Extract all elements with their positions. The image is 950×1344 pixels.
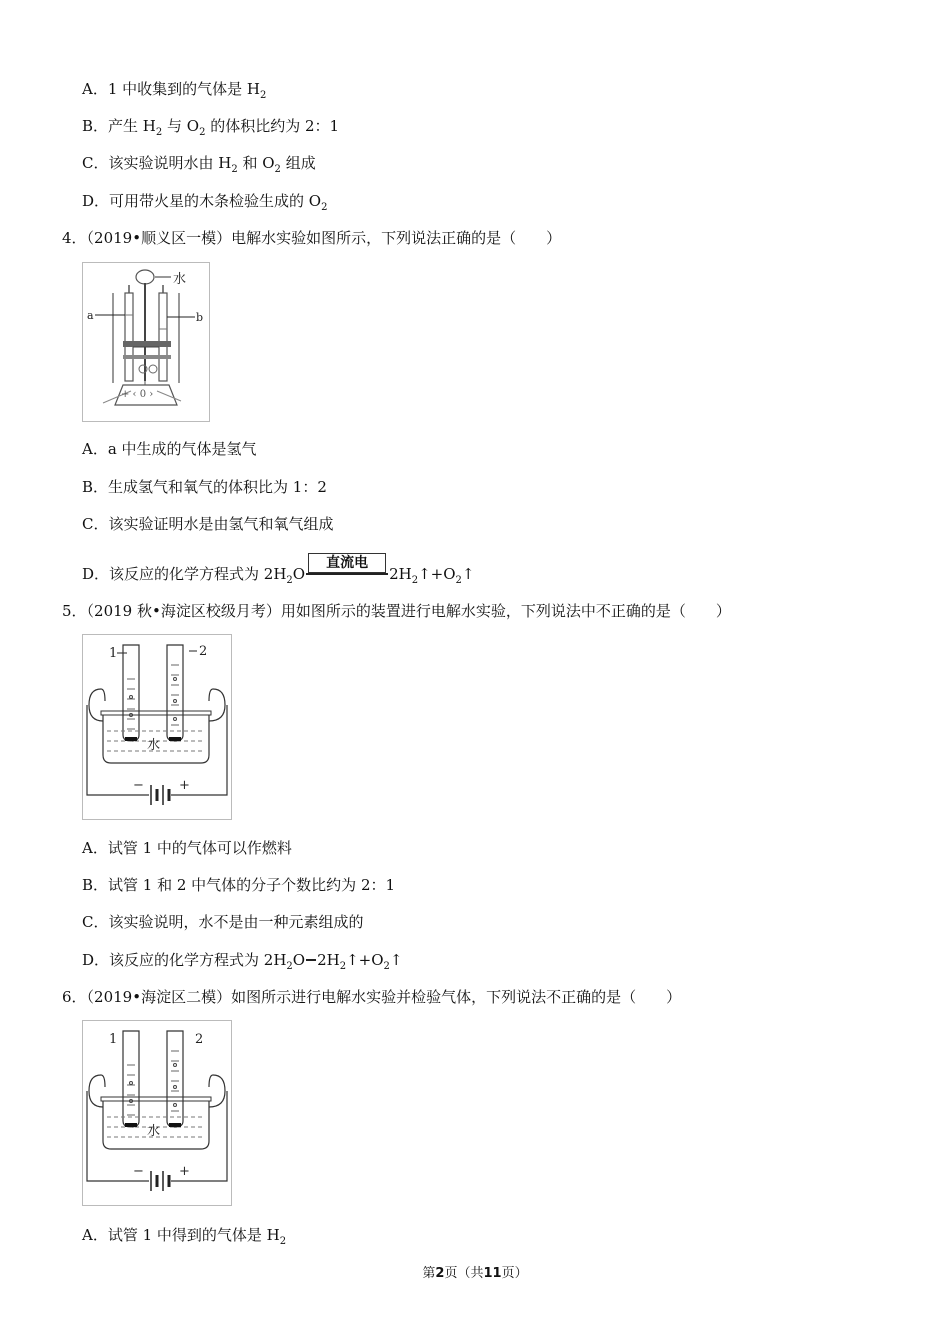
label-water: 水 [147, 738, 161, 753]
q6-stem: 6．（2019•海淀区二模）如图所示进行电解水实验并检验气体，下列说法不正确的是（ ） [62, 988, 682, 1006]
q5-option-d: D．该反应的化学方程式为 $2H_2O$ $2H_2↑+O_2↑$ [82, 951, 403, 972]
total-pages: 11 [483, 1266, 502, 1281]
label-tube-1: 1 [109, 646, 118, 661]
label-a: a [87, 309, 94, 322]
q4-option-a: A．a 中生成的气体是氢气 [82, 440, 257, 458]
q5-option-a: A．试管 1 中的气体可以作燃料 [82, 839, 292, 857]
reaction-condition-box: 直流电 [306, 561, 388, 583]
q3-option-d: D．可用带火星的木条检验生成的 $O_2$ [82, 192, 328, 213]
svg-text:+ ‹ 0 ›: + ‹ 0 › [121, 389, 154, 400]
label-water: 水 [147, 1124, 161, 1139]
q4-option-d: D．该反应的化学方程式为 $2H_2O$ 直流电 $2H_2↑+O_2↑$ [82, 555, 475, 586]
label-positive: + [179, 778, 190, 793]
label-tube-2: 2 [195, 1032, 204, 1047]
q5-figure-electrolysis-setup [82, 634, 232, 820]
q4-stem: 4．（2019•顺义区一模）电解水实验如图所示，下列说法正确的是（ ） [62, 229, 562, 247]
q3-option-b: B．产生 $H_2$ 与 $O_2$ 的体积比约为 2：1 [82, 117, 340, 138]
electrolysis-test-tubes-diagram [83, 635, 231, 819]
label-tube-2: 2 [199, 644, 208, 659]
q4-option-b: B．生成氢气和氧气的体积比为 1：2 [82, 478, 327, 496]
q5-option-c: C．该实验说明，水不是由一种元素组成的 [82, 913, 364, 931]
page-footer: 第2页（共11页） [422, 1266, 528, 1281]
label-water: 水 [173, 272, 187, 287]
page-number: 2 [435, 1266, 445, 1281]
label-positive: + [179, 1164, 190, 1179]
electrolysis-test-tubes-diagram [83, 1021, 231, 1205]
q3-option-a: A．1 中收集到的气体是 $H_2$ [82, 80, 267, 101]
label-negative: − [133, 1164, 144, 1179]
hofmann-apparatus-diagram [83, 263, 209, 421]
q4-figure-electrolysis-apparatus [82, 262, 210, 422]
q6-figure-electrolysis-setup [82, 1020, 232, 1206]
q4-option-c: C．该实验证明水是由氢气和氧气组成 [82, 515, 334, 533]
q5-stem: 5．（2019 秋•海淀区校级月考）用如图所示的装置进行电解水实验，下列说法中不正确的是（ ） [62, 602, 731, 620]
q5-option-b: B．试管 1 和 2 中气体的分子个数比约为 2：1 [82, 876, 396, 894]
label-tube-1: 1 [109, 1032, 118, 1047]
q3-option-c: C．该实验说明水由 $H_2$ 和 $O_2$ 组成 [82, 154, 316, 175]
label-negative: − [133, 778, 144, 793]
label-b: b [196, 311, 204, 324]
q6-option-a: A．试管 1 中得到的气体是 $H_2$ [82, 1226, 287, 1247]
